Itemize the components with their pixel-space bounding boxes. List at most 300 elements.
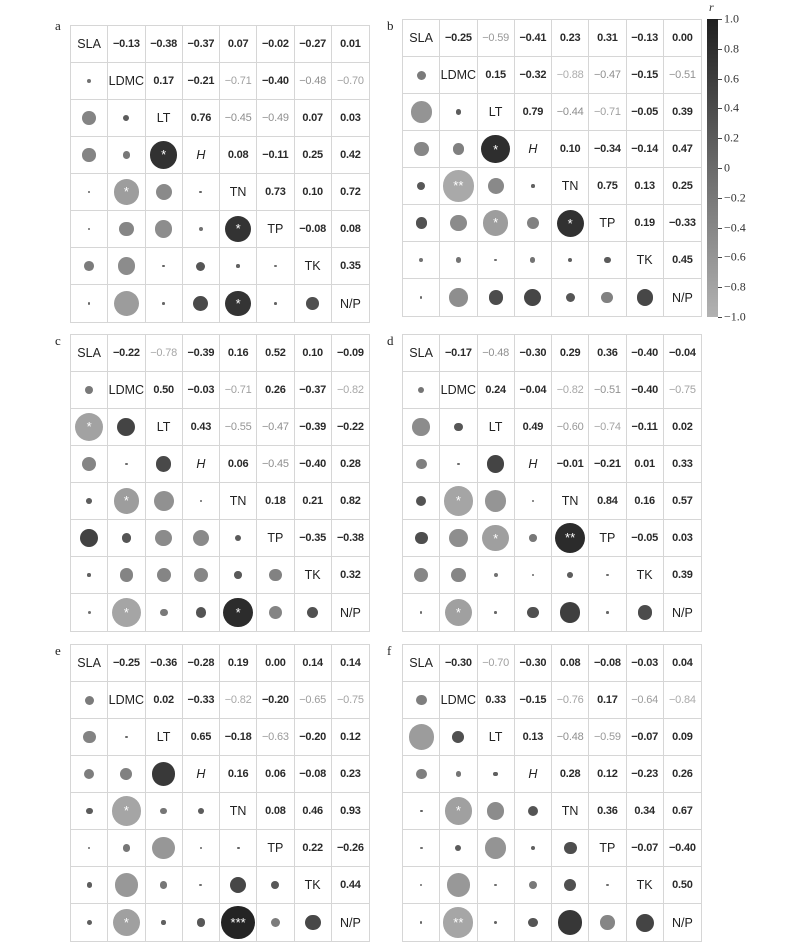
data-label: −0.37 (299, 384, 327, 396)
variable-label (257, 211, 294, 248)
correlation-circle (557, 210, 584, 237)
correlation-circle-cell (295, 285, 332, 322)
correlation-value-cell (515, 719, 552, 756)
correlation-value-cell (146, 26, 183, 63)
correlation-circle (120, 768, 132, 780)
correlation-value-cell (664, 205, 701, 242)
correlation-value-cell (146, 372, 183, 409)
data-label: 0.17 (597, 694, 618, 706)
data-label: −0.78 (150, 347, 178, 359)
correlation-circle-cell (183, 285, 220, 322)
correlation-circle-cell (146, 211, 183, 248)
correlation-value-cell (220, 682, 257, 719)
correlation-circle-cell (552, 520, 589, 557)
correlation-circle (485, 837, 506, 858)
data-label: 0.14 (302, 657, 323, 669)
correlation-value-cell (589, 94, 626, 131)
correlation-circle-cell (108, 594, 145, 631)
correlation-value-cell (332, 26, 369, 63)
correlation-circle (445, 599, 472, 626)
significance-stars: * (123, 184, 129, 200)
correlation-value-cell (257, 63, 294, 100)
correlation-circle (88, 611, 91, 614)
data-label: 0.19 (634, 217, 655, 229)
correlation-circle-cell (403, 904, 440, 941)
correlation-circle (112, 796, 142, 826)
correlation-value-cell (332, 372, 369, 409)
correlation-value-cell (589, 756, 626, 793)
correlation-circle-cell (108, 793, 145, 830)
significance-stars: ** (453, 914, 464, 930)
variable-label-text: H (528, 767, 538, 781)
variable-label (552, 168, 589, 205)
correlation-value-cell (664, 682, 701, 719)
correlation-value-cell (332, 830, 369, 867)
correlation-circle (451, 568, 465, 582)
variable-label-text: LT (488, 420, 503, 434)
data-label: 0.26 (672, 768, 693, 780)
data-label: −0.48 (299, 75, 327, 87)
correlation-value-cell (552, 335, 589, 372)
correlation-circle (87, 79, 92, 84)
correlation-value-cell (257, 756, 294, 793)
data-label: 0.02 (153, 694, 174, 706)
correlation-circle-cell (440, 830, 477, 867)
correlation-value-cell (515, 20, 552, 57)
correlation-circle (445, 797, 472, 824)
data-label: 0.02 (672, 421, 693, 433)
data-label: −0.76 (556, 694, 584, 706)
variable-label (220, 483, 257, 520)
colorbar-tick-label: 0.4 (724, 100, 739, 115)
variable-label (627, 242, 664, 279)
correlation-circle (82, 111, 96, 125)
correlation-value-cell (515, 682, 552, 719)
correlation-circle (271, 918, 280, 927)
correlation-circle (114, 179, 140, 205)
data-label: −0.15 (519, 694, 547, 706)
correlation-matrix-e (70, 644, 370, 942)
correlation-circle (449, 529, 467, 547)
correlation-circle (420, 884, 423, 887)
correlation-circle (155, 530, 172, 547)
correlation-value-cell (332, 682, 369, 719)
correlation-circle (564, 842, 577, 855)
correlation-circle-cell (440, 904, 477, 941)
correlation-circle-cell (403, 94, 440, 131)
variable-label (664, 904, 701, 941)
correlation-circle-cell (146, 285, 183, 322)
correlation-value-cell (295, 63, 332, 100)
data-label: 0.84 (597, 495, 618, 507)
correlation-value-cell (183, 645, 220, 682)
variable-label (295, 557, 332, 594)
correlation-value-cell (257, 645, 294, 682)
correlation-circle-cell (478, 904, 515, 941)
data-label: −0.20 (261, 694, 289, 706)
correlation-circle-cell (515, 205, 552, 242)
correlation-circle-cell (108, 100, 145, 137)
correlation-circle (412, 418, 429, 435)
correlation-circle (198, 808, 204, 814)
correlation-circle (420, 296, 423, 299)
correlation-circle-cell (108, 211, 145, 248)
correlation-value-cell (627, 372, 664, 409)
correlation-value-cell (627, 520, 664, 557)
correlation-value-cell (332, 63, 369, 100)
significance-stars: * (235, 296, 241, 311)
data-label: 0.36 (597, 805, 618, 817)
correlation-circle (417, 182, 425, 190)
correlation-circle-cell (403, 57, 440, 94)
correlation-circle (567, 572, 573, 578)
variable-label-text: H (528, 142, 538, 156)
correlation-circle-cell (478, 594, 515, 631)
variable-label (71, 335, 108, 372)
correlation-circle (450, 215, 467, 232)
data-label: −0.20 (299, 731, 327, 743)
data-label: 0.01 (340, 38, 361, 50)
correlation-circle (416, 217, 427, 228)
data-label: −0.51 (593, 384, 621, 396)
correlation-circle (452, 731, 464, 743)
correlation-circle (196, 262, 205, 271)
variable-label (183, 756, 220, 793)
data-label: 0.16 (227, 347, 249, 359)
data-label: −0.07 (631, 731, 659, 743)
data-label: 0.33 (672, 458, 693, 470)
panel-letter: a (55, 18, 61, 33)
correlation-circle (449, 288, 467, 306)
colorbar-tick (718, 138, 722, 139)
correlation-circle-cell (108, 557, 145, 594)
data-label: 0.01 (634, 458, 655, 470)
correlation-circle-cell (220, 557, 257, 594)
correlation-circle-cell (515, 242, 552, 279)
correlation-value-cell (332, 174, 369, 211)
correlation-circle (606, 574, 609, 577)
correlation-value-cell (627, 682, 664, 719)
correlation-circle (531, 846, 535, 850)
correlation-circle-cell (403, 483, 440, 520)
colorbar-tick (718, 108, 722, 109)
data-label: 0.17 (153, 75, 174, 87)
correlation-circle (636, 914, 654, 932)
variable-label-text: SLA (409, 656, 433, 670)
correlation-circle-cell (183, 867, 220, 904)
correlation-circle (230, 877, 247, 894)
data-label: 0.13 (522, 731, 544, 743)
colorbar (707, 19, 718, 317)
data-label: −0.26 (336, 842, 364, 854)
correlation-value-cell (627, 793, 664, 830)
correlation-circle (225, 291, 251, 317)
data-label: 0.34 (634, 805, 655, 817)
correlation-circle-cell (108, 719, 145, 756)
variable-label (664, 279, 701, 316)
correlation-circle-cell (403, 242, 440, 279)
colorbar-tick-label: 0.6 (724, 71, 739, 86)
correlation-circle (84, 261, 94, 271)
data-label: −0.33 (187, 694, 215, 706)
correlation-circle (160, 609, 168, 617)
data-label: −0.17 (444, 347, 472, 359)
correlation-circle-cell (589, 242, 626, 279)
correlation-value-cell (257, 100, 294, 137)
correlation-matrix-f (402, 644, 702, 942)
correlation-value-cell (295, 446, 332, 483)
correlation-value-cell (627, 205, 664, 242)
variable-label-text: SLA (77, 346, 101, 360)
data-label: −0.01 (556, 458, 584, 470)
correlation-circle-cell (403, 719, 440, 756)
correlation-circle (419, 258, 424, 263)
correlation-circle (564, 879, 576, 891)
data-label: 0.13 (634, 180, 655, 192)
data-label: 0.14 (340, 657, 361, 669)
data-label: −0.05 (631, 106, 659, 118)
data-label: −0.30 (519, 657, 547, 669)
correlation-circle-cell (440, 756, 477, 793)
correlation-circle (125, 736, 128, 739)
correlation-value-cell (552, 446, 589, 483)
data-label: −0.21 (593, 458, 621, 470)
correlation-circle-cell (627, 904, 664, 941)
correlation-circle (119, 222, 133, 236)
significance-stars: * (455, 803, 461, 819)
data-label: −0.25 (112, 657, 140, 669)
colorbar-tick (718, 168, 722, 169)
correlation-value-cell (295, 719, 332, 756)
data-label: −0.45 (261, 458, 289, 470)
correlation-value-cell (295, 793, 332, 830)
variable-label (552, 793, 589, 830)
data-label: −0.27 (299, 38, 327, 50)
data-label: 0.08 (340, 223, 361, 235)
correlation-circle (637, 289, 653, 305)
data-label: −0.70 (482, 657, 510, 669)
correlation-value-cell (627, 409, 664, 446)
correlation-value-cell (664, 645, 701, 682)
variable-label (589, 205, 626, 242)
correlation-circle (236, 264, 240, 268)
colorbar-tick-label: 0.2 (724, 130, 739, 145)
data-label: −0.40 (631, 384, 659, 396)
data-label: −0.04 (519, 384, 547, 396)
data-label: 0.75 (597, 180, 618, 192)
significance-stars: * (123, 803, 129, 819)
correlation-circle (85, 386, 93, 394)
colorbar-tick (718, 19, 722, 20)
correlation-value-cell (257, 26, 294, 63)
correlation-circle (156, 184, 172, 200)
data-label: −0.82 (336, 384, 364, 396)
correlation-value-cell (295, 335, 332, 372)
correlation-circle-cell (478, 793, 515, 830)
correlation-circle (122, 533, 131, 542)
variable-label-text: LDMC (108, 693, 145, 707)
correlation-circle (529, 881, 537, 889)
correlation-circle-cell (220, 285, 257, 322)
correlation-circle-cell (440, 242, 477, 279)
data-label: 0.33 (485, 694, 506, 706)
correlation-circle-cell (220, 211, 257, 248)
correlation-value-cell (589, 682, 626, 719)
data-label: 0.08 (265, 805, 286, 817)
correlation-circle (524, 289, 541, 306)
correlation-circle-cell (108, 248, 145, 285)
variable-label (403, 335, 440, 372)
variable-label (403, 20, 440, 57)
correlation-circle-cell (552, 867, 589, 904)
data-label: −0.75 (336, 694, 364, 706)
data-label: −0.84 (668, 694, 696, 706)
data-label: 0.31 (597, 32, 618, 44)
variable-label-text: SLA (77, 37, 101, 51)
variable-label (332, 904, 369, 941)
correlation-value-cell (552, 719, 589, 756)
correlation-circle-cell (440, 279, 477, 316)
correlation-circle-cell (71, 483, 108, 520)
correlation-circle (114, 291, 139, 316)
correlation-value-cell (332, 335, 369, 372)
correlation-circle (118, 257, 135, 274)
panel-letter: c (55, 333, 61, 348)
correlation-circle-cell (295, 594, 332, 631)
correlation-value-cell (146, 682, 183, 719)
correlation-circle-cell (403, 830, 440, 867)
data-label: −0.08 (299, 768, 327, 780)
variable-label-text: N/P (339, 915, 361, 930)
variable-label-text: TK (304, 568, 321, 582)
data-label: −0.48 (482, 347, 510, 359)
data-label: −0.07 (631, 842, 659, 854)
correlation-value-cell (295, 520, 332, 557)
correlation-circle (82, 148, 95, 161)
correlation-circle-cell (515, 279, 552, 316)
correlation-circle (455, 845, 461, 851)
correlation-circle-cell (220, 248, 257, 285)
data-label: −0.22 (336, 421, 364, 433)
correlation-value-cell (627, 446, 664, 483)
data-label: −0.08 (593, 657, 621, 669)
variable-label (295, 867, 332, 904)
correlation-value-cell (220, 63, 257, 100)
correlation-circle-cell (552, 557, 589, 594)
correlation-value-cell (627, 830, 664, 867)
correlation-circle-cell (108, 520, 145, 557)
correlation-circle-cell (403, 131, 440, 168)
correlation-circle (601, 292, 613, 304)
correlation-value-cell (183, 682, 220, 719)
correlation-value-cell (257, 793, 294, 830)
correlation-value-cell (664, 719, 701, 756)
correlation-value-cell (552, 409, 589, 446)
correlation-circle-cell (440, 446, 477, 483)
correlation-circle (120, 568, 133, 581)
data-label: −0.49 (261, 112, 289, 124)
data-label: −0.48 (556, 731, 584, 743)
correlation-value-cell (552, 645, 589, 682)
data-label: −0.70 (336, 75, 364, 87)
correlation-circle-cell (71, 248, 108, 285)
correlation-value-cell (295, 137, 332, 174)
data-label: −0.47 (261, 421, 289, 433)
correlation-circle (154, 491, 174, 511)
variable-label-text: TN (561, 804, 579, 818)
significance-stars: * (493, 530, 499, 546)
data-label: −0.23 (631, 768, 659, 780)
correlation-circle (199, 884, 202, 887)
correlation-circle (482, 525, 509, 552)
data-label: −0.60 (556, 421, 584, 433)
correlation-circle-cell (71, 285, 108, 322)
correlation-value-cell (589, 719, 626, 756)
data-label: −0.75 (668, 384, 696, 396)
variable-label (332, 285, 369, 322)
variable-label (146, 409, 183, 446)
data-label: 0.03 (340, 112, 361, 124)
correlation-circle-cell (627, 594, 664, 631)
correlation-circle-cell (589, 867, 626, 904)
correlation-circle-cell (183, 594, 220, 631)
data-label: 0.46 (302, 805, 323, 817)
correlation-value-cell (257, 137, 294, 174)
significance-stars: * (161, 147, 167, 163)
correlation-matrix-d (402, 334, 702, 632)
correlation-circle-cell (440, 94, 477, 131)
variable-label-text: N/P (339, 296, 361, 311)
correlation-value-cell (183, 409, 220, 446)
correlation-value-cell (332, 409, 369, 446)
variable-label (108, 63, 145, 100)
data-label: −0.04 (668, 347, 696, 359)
correlation-circle-cell (71, 520, 108, 557)
correlation-circle-cell (589, 279, 626, 316)
correlation-value-cell (332, 100, 369, 137)
correlation-circle-cell (71, 904, 108, 941)
correlation-circle-cell (403, 205, 440, 242)
data-label: 0.79 (522, 106, 544, 118)
significance-stars: *** (230, 915, 246, 930)
correlation-value-cell (478, 645, 515, 682)
variable-label-text: TK (636, 568, 653, 582)
correlation-value-cell (589, 335, 626, 372)
data-label: 0.09 (672, 731, 693, 743)
correlation-circle (420, 810, 423, 813)
data-label: 0.08 (559, 657, 581, 669)
correlation-value-cell (332, 719, 369, 756)
correlation-circle-cell (71, 756, 108, 793)
correlation-value-cell (627, 719, 664, 756)
correlation-value-cell (108, 645, 145, 682)
correlation-circle (306, 297, 319, 310)
variable-label-text: TK (304, 259, 321, 273)
variable-label (146, 100, 183, 137)
correlation-circle-cell (146, 248, 183, 285)
variable-label (146, 719, 183, 756)
variable-label (589, 830, 626, 867)
correlation-value-cell (257, 409, 294, 446)
variable-label (403, 645, 440, 682)
data-label: −0.44 (556, 106, 584, 118)
data-label: −0.71 (224, 75, 252, 87)
correlation-value-cell (515, 372, 552, 409)
variable-label-text: TN (561, 179, 579, 193)
correlation-circle (88, 191, 91, 194)
correlation-circle (123, 115, 129, 121)
data-label: 0.03 (672, 532, 693, 544)
